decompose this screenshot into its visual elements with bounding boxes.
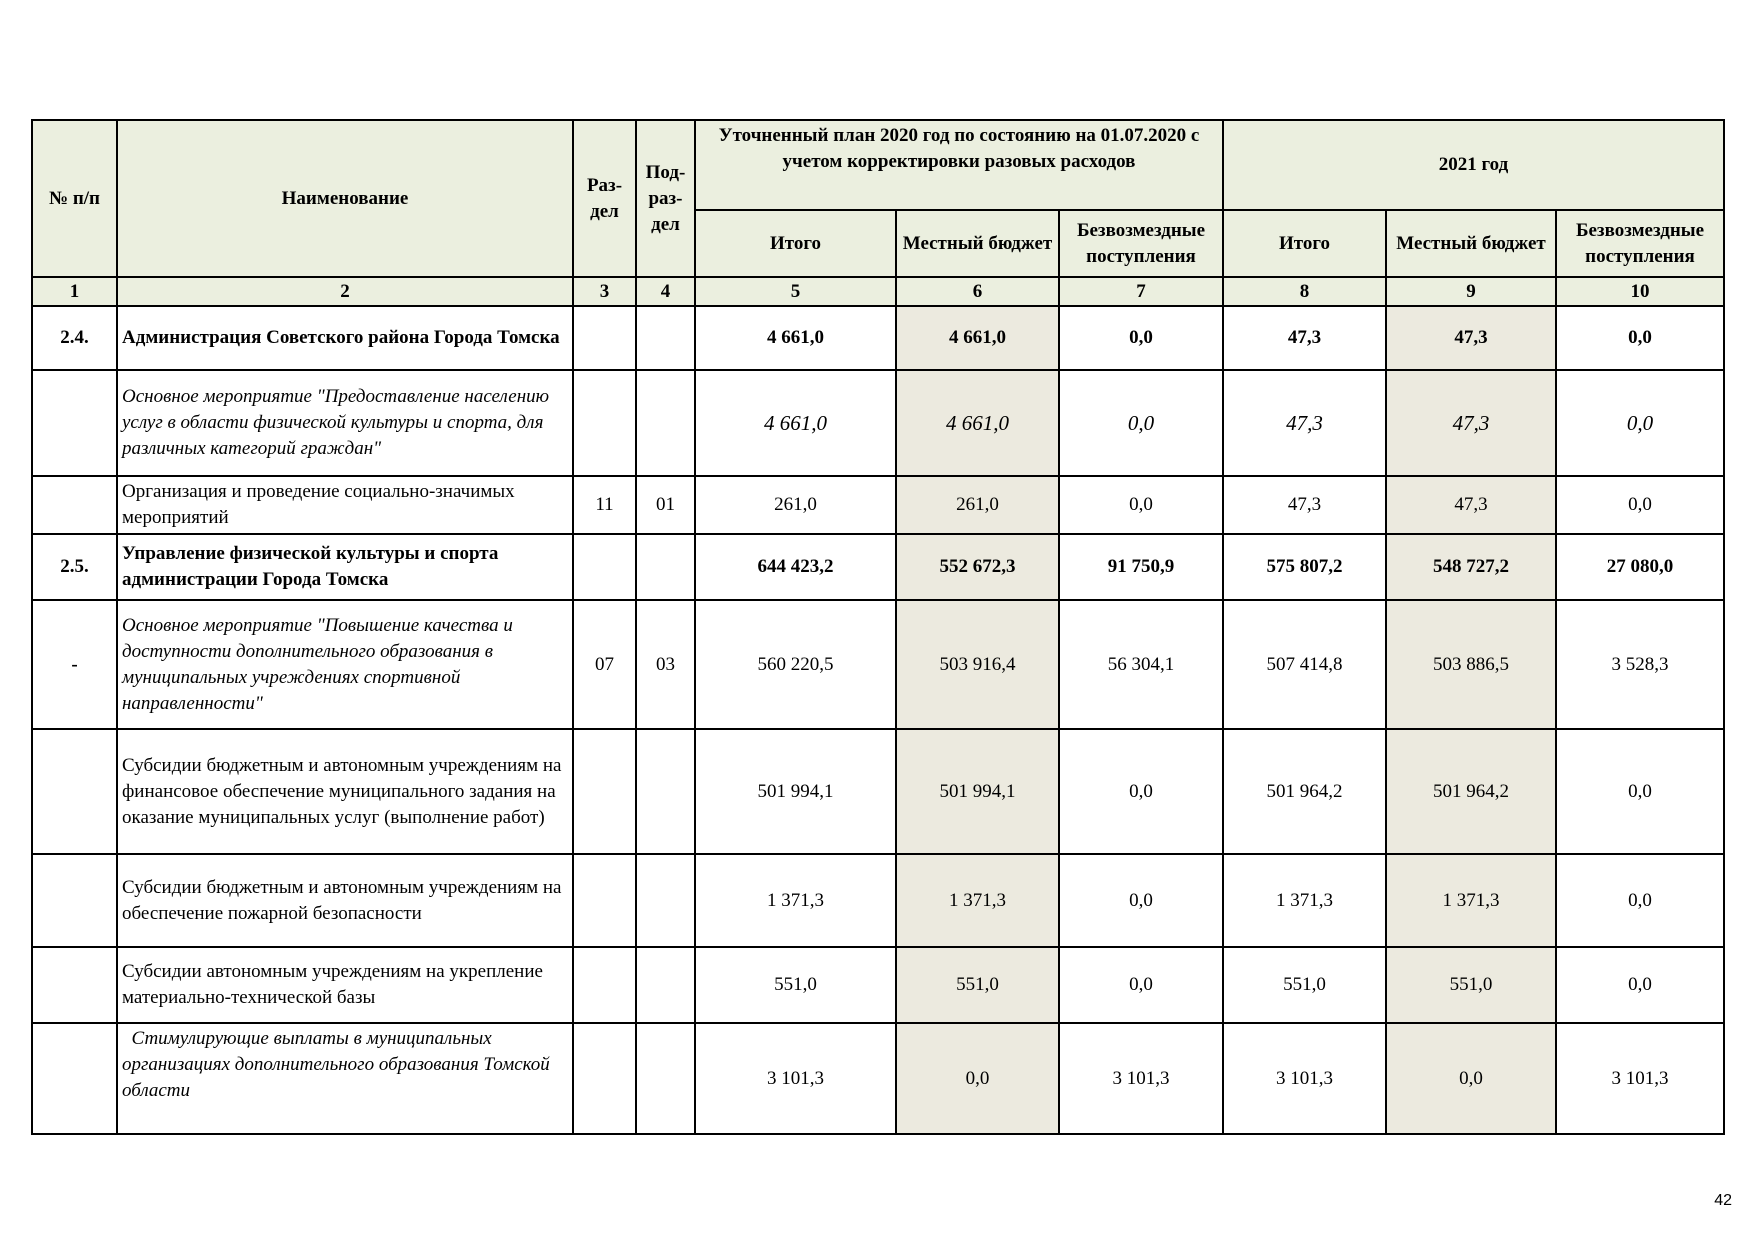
- table-row: [32, 306, 1724, 370]
- row-razdel: 07: [573, 600, 636, 729]
- cell-value: 0,0: [1059, 306, 1223, 370]
- cell-value: 261,0: [695, 476, 896, 534]
- cell-value: 560 220,5: [695, 600, 896, 729]
- row-name: Субсидии бюджетным и автономным учреждениям на обеспечение пожарной безопасности: [117, 854, 573, 947]
- row-razdel: [573, 534, 636, 600]
- table-row: [32, 1023, 1724, 1134]
- cell-value: 1 371,3: [896, 854, 1059, 947]
- cell-value: 575 807,2: [1223, 534, 1386, 600]
- header-name: Наименование: [117, 120, 573, 277]
- cell-value: 0,0: [1386, 1023, 1556, 1134]
- cell-value: 47,3: [1223, 476, 1386, 534]
- row-number: [32, 1023, 117, 1134]
- cell-value: 4 661,0: [896, 370, 1059, 476]
- cell-value: 47,3: [1386, 370, 1556, 476]
- cell-value: 551,0: [1223, 947, 1386, 1023]
- row-razdel: [573, 1023, 636, 1134]
- cell-value: 0,0: [1059, 476, 1223, 534]
- row-number: [32, 854, 117, 947]
- cell-value: 551,0: [1386, 947, 1556, 1023]
- header-year-2021: 2021 год: [1223, 120, 1724, 210]
- cell-value: 47,3: [1386, 306, 1556, 370]
- cell-value: 47,3: [1223, 306, 1386, 370]
- row-number: 2.4.: [32, 306, 117, 370]
- cell-value: 503 916,4: [896, 600, 1059, 729]
- table-row: [32, 729, 1724, 854]
- budget-table: [31, 119, 1725, 1135]
- cell-value: 3 101,3: [1223, 1023, 1386, 1134]
- cell-value: 56 304,1: [1059, 600, 1223, 729]
- cell-value: 4 661,0: [896, 306, 1059, 370]
- row-name: Стимулирующие выплаты в муниципальных организациях дополнительного образования Томской области: [117, 1023, 573, 1134]
- table-row: [32, 476, 1724, 534]
- cell-value: 644 423,2: [695, 534, 896, 600]
- row-podrazdel: 03: [636, 600, 695, 729]
- cell-value: 1 371,3: [1223, 854, 1386, 947]
- cell-value: 501 994,1: [896, 729, 1059, 854]
- column-number: 9: [1386, 277, 1556, 306]
- table-row: [32, 947, 1724, 1023]
- cell-value: 503 886,5: [1386, 600, 1556, 729]
- cell-value: 3 101,3: [1556, 1023, 1724, 1134]
- row-name: Основное мероприятие "Повышение качества и доступности дополнительного образования в муниципальных учреждениях спортивной направленности": [117, 600, 573, 729]
- column-number: 1: [32, 277, 117, 306]
- header-itogo-2021: Итого: [1223, 210, 1386, 277]
- row-number: [32, 370, 117, 476]
- cell-value: 0,0: [1556, 306, 1724, 370]
- row-name: Основное мероприятие "Предоставление населению услуг в области физической культуры и спорта, для различных категорий граждан": [117, 370, 573, 476]
- column-number-row: [32, 277, 1724, 306]
- table-row: [32, 534, 1724, 600]
- column-number: 5: [695, 277, 896, 306]
- cell-value: 0,0: [1059, 729, 1223, 854]
- cell-value: 0,0: [1059, 947, 1223, 1023]
- cell-value: 552 672,3: [896, 534, 1059, 600]
- column-number: 4: [636, 277, 695, 306]
- table-row: [32, 370, 1724, 476]
- header-bezvozm-2020: Безвозмездные поступления: [1059, 210, 1223, 277]
- header-itogo-2020: Итого: [695, 210, 896, 277]
- row-name: Субсидии бюджетным и автономным учреждениям на финансовое обеспечение муниципального задания на оказание муниципальных услуг (выполнение работ): [117, 729, 573, 854]
- cell-value: 91 750,9: [1059, 534, 1223, 600]
- cell-value: 0,0: [1059, 370, 1223, 476]
- row-name: Управление физической культуры и спорта администрации Города Томска: [117, 534, 573, 600]
- cell-value: 551,0: [695, 947, 896, 1023]
- header-num: № п/п: [32, 120, 117, 277]
- cell-value: 548 727,2: [1386, 534, 1556, 600]
- column-number: 3: [573, 277, 636, 306]
- cell-value: 3 101,3: [695, 1023, 896, 1134]
- row-podrazdel: 01: [636, 476, 695, 534]
- cell-value: 501 994,1: [695, 729, 896, 854]
- row-number: [32, 947, 117, 1023]
- row-name: Организация и проведение социально-значимых мероприятий: [117, 476, 573, 534]
- cell-value: 1 371,3: [695, 854, 896, 947]
- row-name: Субсидии автономным учреждениям на укрепление материально-технической базы: [117, 947, 573, 1023]
- cell-value: 261,0: [896, 476, 1059, 534]
- table-row: [32, 600, 1724, 729]
- header-mestny-2021: Местный бюджет: [1386, 210, 1556, 277]
- cell-value: 0,0: [1556, 729, 1724, 854]
- cell-value: 4 661,0: [695, 306, 896, 370]
- row-number: 2.5.: [32, 534, 117, 600]
- cell-value: 501 964,2: [1223, 729, 1386, 854]
- cell-value: 507 414,8: [1223, 600, 1386, 729]
- row-razdel: [573, 370, 636, 476]
- cell-value: 47,3: [1223, 370, 1386, 476]
- row-name: Администрация Советского района Города Томска: [117, 306, 573, 370]
- column-number: 2: [117, 277, 573, 306]
- row-number: [32, 476, 117, 534]
- column-number: 10: [1556, 277, 1724, 306]
- row-razdel: 11: [573, 476, 636, 534]
- cell-value: 0,0: [896, 1023, 1059, 1134]
- column-number: 8: [1223, 277, 1386, 306]
- header-plan-2020: Уточненный план 2020 год по состоянию на 01.07.2020 с учетом корректировки разовых расходов: [695, 120, 1223, 210]
- header-razdel: Раз-дел: [573, 120, 636, 277]
- cell-value: 47,3: [1386, 476, 1556, 534]
- table-row: [32, 854, 1724, 947]
- header-mestny-2020: Местный бюджет: [896, 210, 1059, 277]
- cell-value: 0,0: [1556, 476, 1724, 534]
- header-podrazdel: Под-раз-дел: [636, 120, 695, 277]
- row-podrazdel: [636, 729, 695, 854]
- column-number: 7: [1059, 277, 1223, 306]
- cell-value: 3 101,3: [1059, 1023, 1223, 1134]
- row-razdel: [573, 854, 636, 947]
- cell-value: 27 080,0: [1556, 534, 1724, 600]
- row-podrazdel: [636, 1023, 695, 1134]
- cell-value: 3 528,3: [1556, 600, 1724, 729]
- row-podrazdel: [636, 854, 695, 947]
- row-razdel: [573, 306, 636, 370]
- cell-value: 0,0: [1556, 947, 1724, 1023]
- row-razdel: [573, 947, 636, 1023]
- page-number: 42: [1714, 1192, 1732, 1209]
- row-podrazdel: [636, 306, 695, 370]
- row-podrazdel: [636, 370, 695, 476]
- cell-value: 0,0: [1556, 854, 1724, 947]
- row-razdel: [573, 729, 636, 854]
- row-podrazdel: [636, 534, 695, 600]
- row-number: [32, 729, 117, 854]
- cell-value: 0,0: [1059, 854, 1223, 947]
- cell-value: 4 661,0: [695, 370, 896, 476]
- row-number: -: [32, 600, 117, 729]
- row-podrazdel: [636, 947, 695, 1023]
- column-number: 6: [896, 277, 1059, 306]
- cell-value: 551,0: [896, 947, 1059, 1023]
- cell-value: 0,0: [1556, 370, 1724, 476]
- cell-value: 501 964,2: [1386, 729, 1556, 854]
- header-bezvozm-2021: Безвозмездные поступления: [1556, 210, 1724, 277]
- cell-value: 1 371,3: [1386, 854, 1556, 947]
